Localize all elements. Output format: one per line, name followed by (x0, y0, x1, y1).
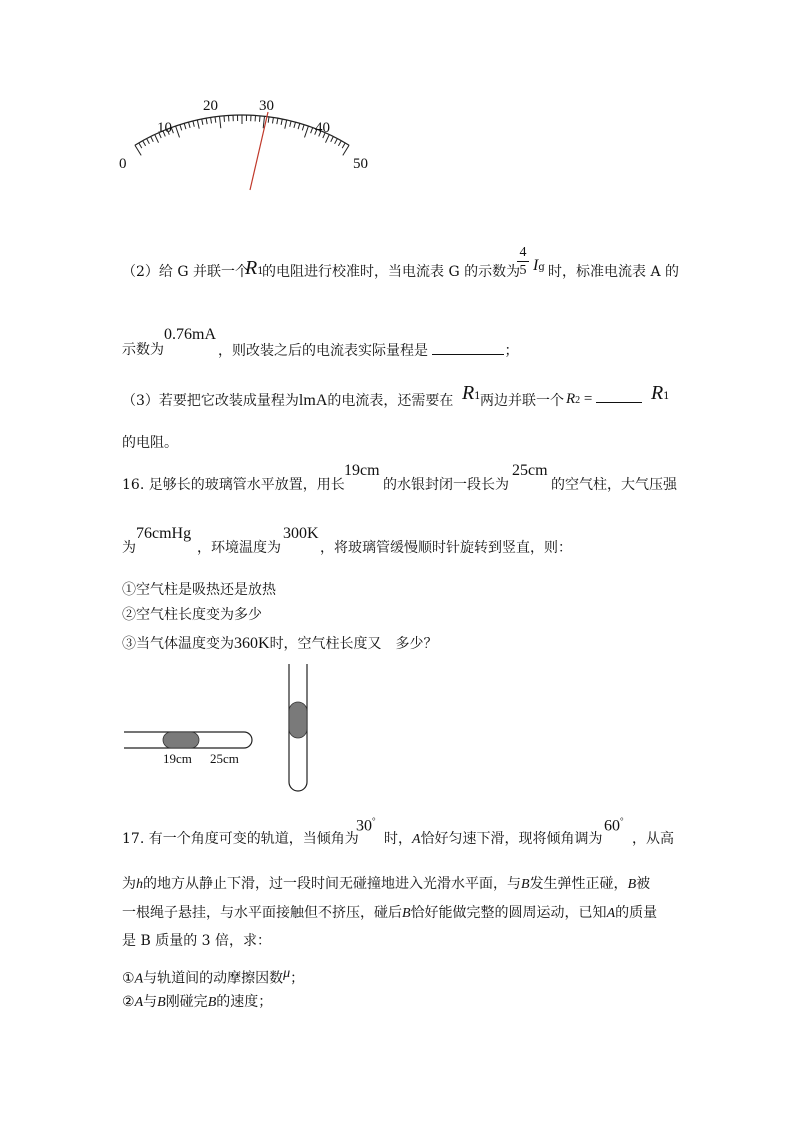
dial-tick (215, 117, 216, 123)
q15-part2-mid (262, 262, 520, 282)
angle-value: 30 (356, 817, 372, 835)
equals: = (583, 391, 593, 407)
frac-den: 5 (519, 263, 527, 278)
text: ① (122, 970, 135, 987)
text: 的电阻进行校准时，当电流表 G 的示数为 (262, 264, 521, 280)
text: 两边并联一个 (480, 393, 564, 409)
r-sub: 1 (474, 391, 481, 402)
answer-blank-range[interactable] (432, 340, 504, 355)
text: ； (290, 970, 305, 987)
i-var: I (533, 257, 539, 274)
r1-symbol-3 (651, 382, 670, 405)
dial-tick (202, 119, 203, 125)
value-300K: 300K (283, 525, 319, 542)
q15-part2-suffix (548, 262, 679, 282)
q17-line1-b (384, 829, 603, 850)
r-var: R (651, 382, 664, 404)
dial-tick (176, 126, 180, 137)
text: 16. 足够长的玻璃管水平放置，用长 (122, 477, 345, 493)
text: 时，标准电流表 A 的 (548, 264, 680, 280)
text: 恰好匀速下滑，现将倾角调为 (420, 831, 603, 847)
dial-tick (273, 117, 274, 123)
var-A: A (134, 971, 144, 987)
text: 的水银封闭一段长为 (383, 477, 509, 493)
dial-tick (302, 125, 304, 131)
dial-tick (343, 145, 349, 155)
dial-label-0: 0 (119, 156, 127, 172)
dial-tick (260, 116, 261, 122)
var-B: B (157, 995, 166, 1010)
text: 为 (122, 876, 136, 892)
r-var: R (462, 382, 475, 404)
q17-item2 (122, 992, 272, 1013)
dial-needle (250, 112, 268, 190)
text: 的地方从静止下滑，过一段时间无碰撞地进入光滑水平面，与 (143, 876, 521, 892)
dial-label-40: 40 (315, 120, 330, 136)
q16-item1: ①空气柱是吸热还是放热 (122, 582, 276, 598)
var-h: h (136, 877, 143, 892)
text: ； (504, 343, 519, 359)
text: 17. 有一个角度可变的轨道，当倾角为 (122, 831, 359, 847)
dial-tick (285, 120, 287, 129)
q17-line1-d (632, 829, 674, 849)
dial-tick (197, 120, 199, 129)
text: （3）若要把它改装成量程为 (122, 393, 299, 409)
q16-item2: ②空气柱长度变为多少 (122, 607, 262, 623)
dial-tick (147, 139, 150, 144)
dial-tick (277, 118, 278, 124)
dial-tick (184, 123, 186, 129)
text: 被 (636, 876, 651, 892)
value-76cmHg: 76cmHg (136, 525, 192, 542)
r1-symbol-2 (462, 382, 481, 405)
q17-line4: 是 B 质量的 3 倍，求： (122, 933, 271, 949)
glass-tube-figure (120, 660, 320, 795)
r2-equation (566, 388, 642, 408)
mercury-column-vertical (289, 702, 307, 738)
value-360K: 360K (234, 635, 270, 652)
angle-30 (356, 816, 376, 835)
q15-part3-line1 (122, 391, 453, 411)
dial-tick (189, 122, 191, 128)
text: ③当气体温度变为 (122, 636, 234, 652)
dial-tick (311, 128, 313, 134)
var-mu: μ (283, 966, 291, 981)
q17-line1 (122, 829, 359, 849)
dial-tick (290, 121, 291, 127)
fraction-4-5 (517, 244, 529, 279)
text: 示数为 (122, 342, 164, 358)
dial-tick (224, 116, 225, 122)
text: 恰好能做完整的圆周运动，已知 (410, 905, 607, 921)
text: ，则改装之后的电流表实际量程是 (218, 343, 428, 359)
text: 与 (143, 994, 158, 1010)
dial-label-20: 20 (203, 98, 218, 114)
value-25cm: 25cm (512, 462, 548, 479)
var-A: A (134, 995, 144, 1010)
dial-tick (211, 117, 212, 123)
dial-label-30: 30 (259, 98, 274, 114)
dial-tick (151, 137, 154, 142)
text: 与轨道间的动摩擦因数 (143, 970, 284, 987)
dial-tick (298, 123, 300, 129)
r-sub: 2 (575, 395, 581, 406)
text: ，环境温度为 (197, 540, 281, 556)
text: 的空气柱，大气压强 (551, 477, 677, 493)
r1-symbol (245, 257, 264, 280)
dial-tick (139, 143, 142, 148)
q16-line1-c (551, 475, 677, 495)
dial-tick (206, 118, 207, 124)
text: 为 (122, 540, 136, 556)
text: 刚碰完 (165, 994, 208, 1010)
q15-part2-line2-suffix (218, 340, 518, 361)
value-19cm: 19cm (344, 462, 380, 479)
dial-tick (180, 125, 182, 131)
q16-item3 (122, 634, 438, 654)
dial-tick (268, 117, 269, 123)
q15-part2-line2 (122, 340, 164, 360)
q17-line2 (122, 874, 650, 895)
text: （2）给 G 并联一个 (122, 264, 249, 280)
range-value: lmA (298, 392, 328, 409)
r-var: R (566, 391, 576, 407)
q15-part3-line2 (122, 433, 178, 453)
q16-line1 (122, 475, 345, 495)
text: ，将玻璃管缓慢顺时针旋转到竖直，则： (320, 540, 572, 556)
angle-value: 60 (604, 817, 620, 835)
r-sub: 1 (663, 391, 670, 402)
var-B: B (627, 877, 637, 892)
dial-tick (135, 145, 141, 155)
degree-sign: ° (372, 816, 376, 826)
var-A: A (412, 832, 421, 847)
dial-tick (220, 116, 221, 128)
r-var: R (245, 257, 258, 279)
angle-60 (604, 816, 624, 835)
dial-label-50: 50 (353, 156, 368, 172)
dial-tick (193, 121, 194, 127)
ammeter-dial-figure (110, 88, 380, 198)
dial-tick (335, 139, 338, 144)
q16-line1-b (383, 475, 509, 495)
q16-line2-c (320, 538, 572, 558)
q17-line3 (122, 903, 657, 924)
text: 时，空气柱长度又 多少？ (269, 636, 438, 652)
text: 发生弹性正碰， (529, 876, 628, 892)
q17-item1 (122, 964, 304, 990)
degree-sign: ° (620, 816, 624, 826)
text: 的质量 (615, 905, 658, 921)
tube-label-25cm: 25cm (210, 751, 239, 766)
q15-part2-line1 (122, 262, 249, 282)
dial-tick (294, 122, 296, 128)
frac-num: 4 (517, 244, 529, 262)
var-B: B (521, 877, 530, 892)
i-sub: g (538, 262, 545, 273)
dial-tick (338, 141, 341, 146)
text: 的电流表，还需要在 (327, 393, 454, 409)
q16-line2 (122, 538, 136, 558)
q16-line2-b (197, 538, 281, 558)
text: 的速度； (216, 994, 273, 1010)
var-B: B (402, 906, 411, 921)
dial-tick (305, 126, 309, 137)
mercury-column-horizontal (163, 732, 199, 748)
dial-tick (281, 119, 282, 125)
text: 时， (384, 831, 412, 847)
text: 一根绳子悬挂，与水平面接触但不挤压，碰后 (122, 905, 402, 921)
value-076mA: 0.76mA (164, 326, 216, 343)
text: 的电阻。 (122, 435, 178, 451)
r-sub: 1 (257, 266, 264, 277)
dial-tick (143, 141, 146, 146)
text: ② (122, 994, 135, 1010)
dial-label-10: 10 (157, 120, 172, 136)
tube-label-19cm: 19cm (163, 751, 192, 766)
dial-tick (342, 143, 345, 148)
ig-symbol (533, 255, 545, 275)
var-A: A (606, 906, 616, 921)
answer-blank-r2[interactable] (596, 388, 642, 403)
q15-part3-mid2 (480, 391, 564, 411)
text: ，从高 (632, 831, 674, 847)
var-B: B (207, 995, 217, 1010)
dial-tick (331, 137, 334, 142)
